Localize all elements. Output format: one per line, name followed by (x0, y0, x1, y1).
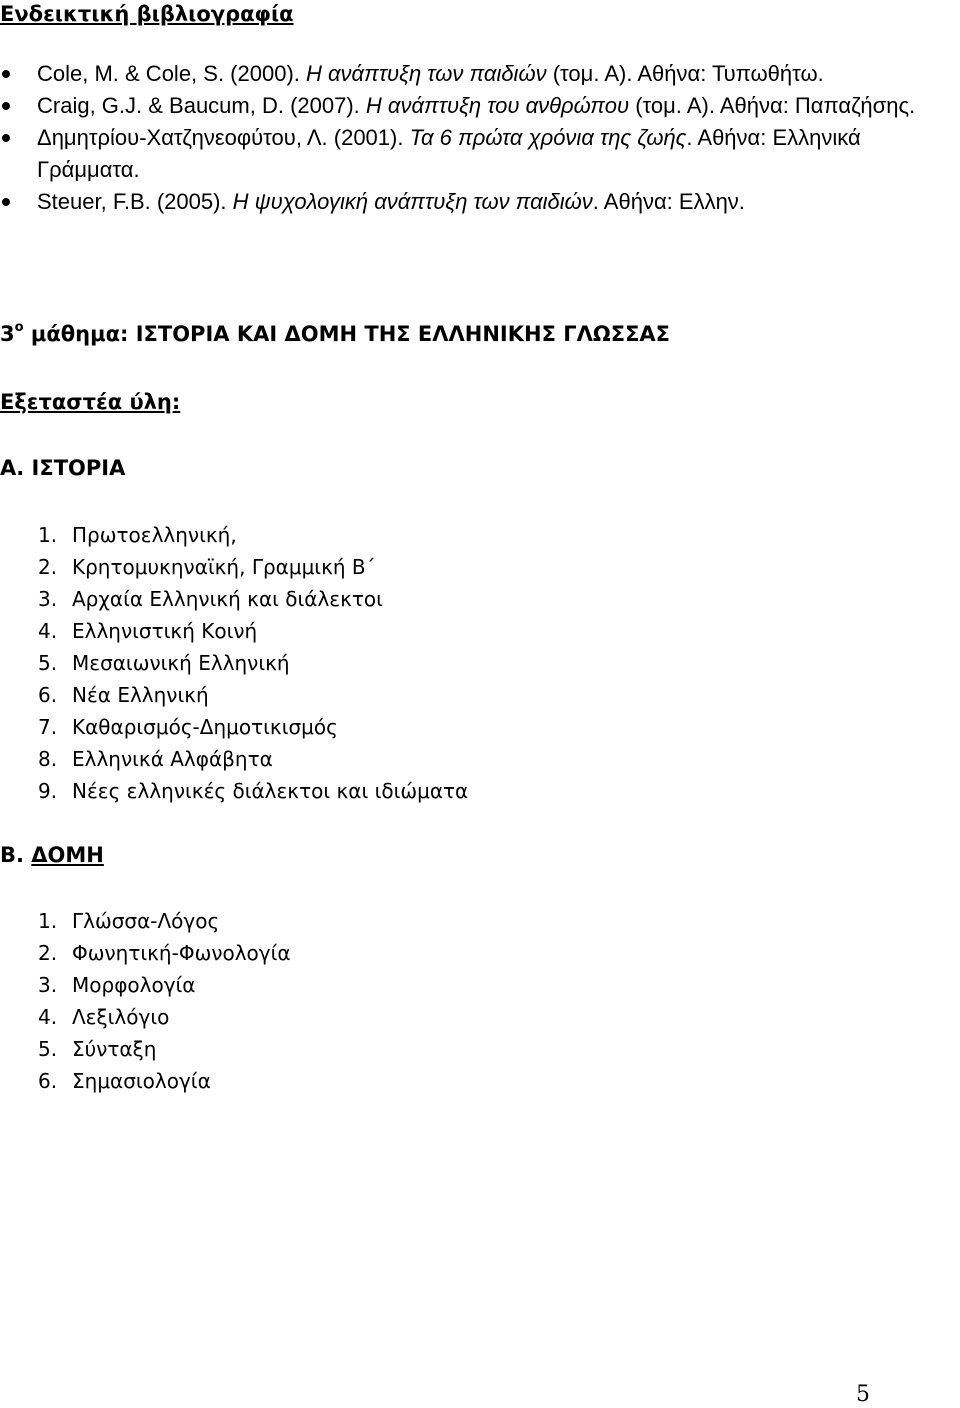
list-item (38, 937, 291, 969)
lesson-heading (0, 322, 670, 346)
list-item (38, 743, 468, 775)
item-number: 5. (38, 651, 58, 675)
item-number: 6. (38, 1069, 58, 1093)
bib-authors: Craig, G.J. & Baucum, D. (2007). (37, 93, 366, 118)
item-text: Καθαρισμός-Δημοτικισμός (72, 715, 338, 739)
bib-publisher: . Αθήνα: Ελληνικά Γράμματα. (37, 125, 861, 182)
section-b-heading (0, 843, 104, 867)
list-item (38, 583, 468, 615)
list-item (38, 1033, 291, 1065)
item-text: Μορφολογία (72, 973, 196, 997)
list-item (38, 679, 468, 711)
item-number: 1. (38, 909, 58, 933)
item-number: 5. (38, 1037, 58, 1061)
bibliography-item (0, 122, 945, 186)
bib-authors: Steuer, F.B. (2005). (37, 189, 233, 214)
section-a-prefix: Α. (0, 456, 32, 480)
item-number: 1. (38, 523, 58, 547)
item-text: Νέες ελληνικές διάλεκτοι και ιδιώματα (72, 779, 469, 803)
item-text: Σημασιολογία (72, 1069, 211, 1093)
lesson-title: : ΙΣΤΟΡΙΑ ΚΑΙ ΔΟΜΗ ΤΗΣ ΕΛΛΗΝΙΚΗΣ ΓΛΩΣΣΑΣ (120, 322, 671, 346)
list-item (38, 551, 468, 583)
item-text: Μεσαιωνική Ελληνική (72, 651, 290, 675)
item-number: 2. (38, 941, 58, 965)
bib-authors: Δημητρίου-Χατζηνεοφύτου, Λ. (2001). (37, 125, 410, 150)
page-number: 5 (856, 1382, 870, 1407)
list-item (38, 905, 291, 937)
item-number: 7. (38, 715, 58, 739)
history-topics-list (38, 519, 468, 807)
item-number: 2. (38, 555, 58, 579)
section-b-prefix: Β. (0, 843, 32, 867)
lesson-number: 3 (0, 322, 15, 346)
item-number: 3. (38, 587, 58, 611)
lesson-word: μάθημα (30, 322, 121, 346)
bibliography-item (0, 90, 945, 122)
list-item (38, 1001, 291, 1033)
list-item (38, 711, 468, 743)
item-text: Κρητομυκηναϊκή, Γραμμική Β΄ (72, 555, 376, 579)
item-text: Σύνταξη (72, 1037, 157, 1061)
section-a-title: ΙΣΤΟΡΙΑ (31, 456, 126, 480)
list-item (38, 969, 291, 1001)
bibliography-heading: Ενδεικτική βιβλιογραφία (0, 2, 294, 26)
item-number: 4. (38, 1005, 58, 1029)
item-text: Ελληνικά Αλφάβητα (72, 747, 273, 771)
bib-publisher: (τομ. Α). Αθήνα: Παπαζήσης. (629, 93, 916, 118)
item-number: 4. (38, 619, 58, 643)
bibliography-list (0, 58, 945, 218)
item-text: Αρχαία Ελληνική και διάλεκτοι (72, 587, 383, 611)
list-item (38, 519, 468, 551)
bib-title: Τα 6 πρώτα χρόνια της ζωής (409, 125, 687, 150)
item-text: Γλώσσα-Λόγος (72, 909, 220, 933)
bib-authors: Cole, M. & Cole, S. (2000). (37, 61, 306, 86)
item-number: 3. (38, 973, 58, 997)
list-item (38, 615, 468, 647)
item-number: 8. (38, 747, 58, 771)
item-text: Νέα Ελληνική (72, 683, 209, 707)
bibliography-item (0, 58, 945, 90)
bib-title: Η ψυχολογική ανάπτυξη των παιδιών (232, 189, 593, 214)
item-text: Ελληνιστική Κοινή (72, 619, 258, 643)
item-text: Λεξιλόγιο (72, 1005, 170, 1029)
bib-publisher: (τομ. Α). Αθήνα: Τυπωθήτω. (546, 61, 824, 86)
item-text: Φωνητική-Φωνολογία (72, 941, 291, 965)
structure-topics-list (38, 905, 291, 1097)
bib-title: Η ανάπτυξη των παιδιών (306, 61, 547, 86)
bib-title: Η ανάπτυξη του ανθρώπου (365, 93, 630, 118)
item-number: 6. (38, 683, 58, 707)
section-a-heading (0, 456, 125, 480)
list-item (38, 775, 468, 807)
section-b-title: ΔΟΜΗ (31, 843, 104, 867)
lesson-ordinal: ο (14, 320, 24, 335)
item-number: 9. (38, 779, 58, 803)
syllabus-label: Εξεταστέα ύλη: (0, 390, 181, 414)
bibliography-item (0, 186, 945, 218)
list-item (38, 647, 468, 679)
item-text: Πρωτοελληνική, (72, 523, 237, 547)
bib-publisher: . Αθήνα: Ελλην. (592, 189, 745, 214)
list-item (38, 1065, 291, 1097)
